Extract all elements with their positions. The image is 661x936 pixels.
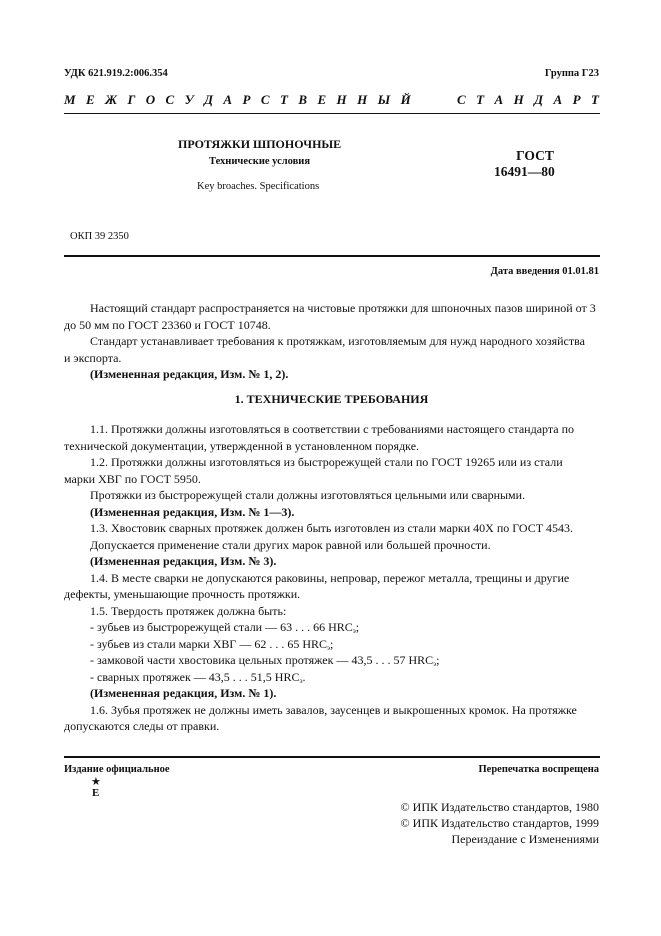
banner-letter: А [553,92,563,107]
doc-title: ПРОТЯЖКИ ШПОНОЧНЫЕ [178,137,342,151]
reissue-note: Переиздание с Изменениями [451,832,599,846]
copyright-1999: © ИПК Издательство стандартов, 1999 [400,816,599,830]
hardness-end: . [302,669,306,684]
banner-letter: Р [572,92,581,107]
star-icon: ★ [91,776,101,788]
group-code: Группа Г23 [544,68,599,79]
title-rule [64,255,600,257]
banner-letter: Н [513,92,524,107]
banner-letter: Ы [377,92,391,107]
copyright-1980: © ИПК Издательство стандартов, 1980 [400,800,599,814]
hardness-end: ; [355,620,360,634]
clause-1-2-line2: марки ХВГ по ГОСТ 5950. [64,471,201,486]
clause-1-3-extra: Допускается применение стали других марок равной или большей прочности. [90,537,491,552]
banner-word-interstate [64,92,411,108]
banner-letter: Г [127,92,136,107]
clause-1-6-line1: 1.6. Зубья протяжек не должны иметь завалов, заусенцев и выкрошенных кромок. На протяжке [90,702,577,717]
standard-banner [64,92,599,108]
banner-letter: Т [591,92,599,107]
hardness-subscript: э [299,676,303,685]
hardness-list [64,619,599,685]
banner-letter: Й [400,92,411,107]
hardness-item [64,669,599,686]
banner-letter: Е [85,92,95,107]
banner-word-standard [457,92,599,108]
clause-1-6-line2: допускаются следы от правки. [64,719,220,733]
banner-letter: С [165,92,175,107]
clause-1-1-line1: 1.1. Протяжки должны изготовляться в соответствии с требованиями настоящего стандарта по [90,422,575,436]
intro-p1-line1: Настоящий стандарт распространяется на чистовые протяжки для шпоночных пазов шириной от 3 [90,301,596,315]
banner-letter: Т [279,92,288,107]
section-1-body [64,421,599,735]
clause-1-3: 1.3. Хвостовик сварных протяжек должен быть изготовлен из стали марки 40Х по ГОСТ 4543. [90,521,574,535]
hardness-text: - сварных протяжек — 43,5 . . . 51,5 HRC [90,669,300,684]
hardness-subscript: э [352,627,356,635]
intro-date: Дата введения 01.01.81 [490,266,599,277]
intro-p2-line1: Стандарт устанавливает требования к протяжкам, изготовляемым для нужд народного хозяйства [90,334,585,348]
revision-3: (Измененная редакция, Изм. № 3). [90,554,277,568]
edition-letter: Е [92,787,100,799]
official-edition: Издание официальное [64,764,170,775]
hardness-subscript: э [327,643,331,652]
udk-code: УДК 621.919.2:006.354 [64,68,168,79]
banner-letter: С [260,92,270,107]
banner-letter: Ж [105,92,118,107]
hardness-end: ; [436,653,440,667]
okp-code: ОКП 39 2350 [70,231,129,242]
banner-letter: Н [357,92,368,107]
banner-letter: А [223,92,233,107]
hardness-item [64,636,599,653]
intro-p1-line2: до 50 мм по ГОСТ 23360 и ГОСТ 10748. [64,317,271,332]
clause-1-4-line1: 1.4. В месте сварки не допускаются раковины, непровар, пережог металла, трещины и другие [90,570,570,585]
gost-number: 16491—80 [494,164,555,179]
doc-title-english: Key broaches. Specifications [197,181,320,192]
banner-letter: Д [204,92,213,107]
revision-1-3: (Измененная редакция, Изм. № 1—3). [90,504,295,519]
hardness-subscript: э [433,660,437,668]
banner-letter: Р [242,92,251,107]
banner-letter: С [457,92,466,107]
clause-1-5: 1.5. Твердость протяжек должна быть: [90,603,287,618]
banner-letter: Е [317,92,327,107]
hardness-item [64,619,599,636]
intro-block [64,300,599,383]
section-1-heading [64,391,599,408]
clause-1-1-line2: технической документации, утвержденной в установленном порядке. [64,438,420,453]
section-1-title: 1. ТЕХНИЧЕСКИЕ ТРЕБОВАНИЯ [234,392,429,406]
banner-letter: Д [534,92,544,107]
gost-label: ГОСТ [516,148,554,163]
banner-letter: Н [336,92,347,107]
hardness-text: - замковой части хвостовика цельных протяжек — 43,5 . . . 57 HRC [90,653,434,667]
intro-revision: (Измененная редакция, Изм. № 1, 2). [90,367,289,381]
banner-letter: М [64,92,76,107]
intro-p2-line2: и экспорта. [64,350,122,365]
reprint-notice: Перепечатка воспрещена [478,764,599,775]
hardness-text: - зубьев из быстрорежущей стали — 63 . . . 66 HRC [90,620,353,634]
clause-1-2-line1: 1.2. Протяжки должны изготовляться из быстрорежущей стали по ГОСТ 19265 или из стали [90,455,563,469]
hardness-end: ; [330,636,334,651]
hardness-item [64,652,599,669]
clause-1-4-line2: дефекты, уменьшающие прочность протяжки. [64,587,301,601]
banner-rule [64,113,600,114]
banner-letter: У [184,92,194,107]
banner-letter: В [298,92,308,107]
banner-letter: О [145,92,156,107]
doc-subtitle: Технические условия [209,156,311,167]
clause-1-2-extra: Протяжки из быстрорежущей стали должны изготовляться цельными или сварными. [90,488,526,502]
footer-rule [64,756,600,758]
banner-letter: А [494,92,504,107]
banner-letter: Т [476,92,485,107]
hardness-text: - зубьев из стали марки ХВГ — 62 . . . 65 HRC [90,636,327,651]
revision-1: (Измененная редакция, Изм. № 1). [90,686,277,700]
